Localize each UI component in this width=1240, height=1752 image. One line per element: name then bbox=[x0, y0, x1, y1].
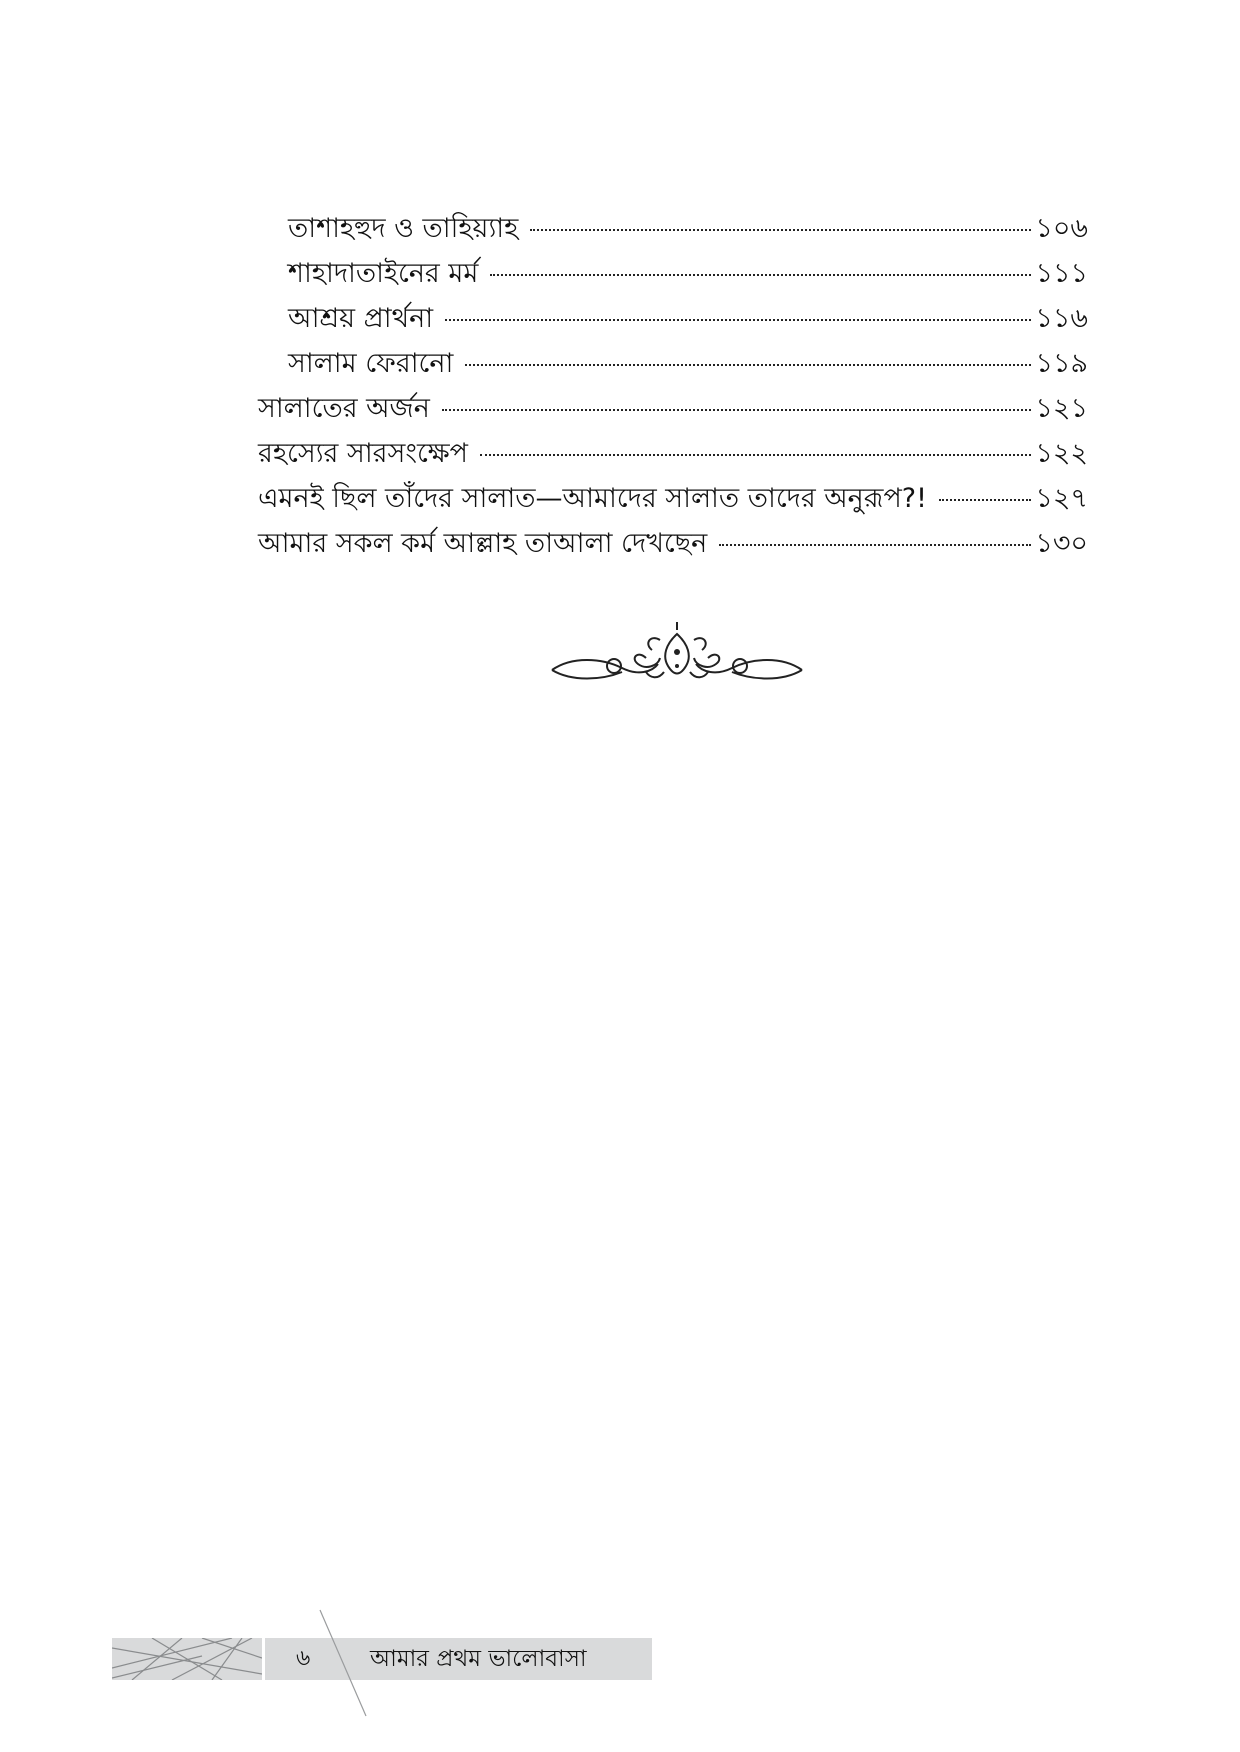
flourish-ornament-icon bbox=[542, 620, 812, 700]
toc-dot-leader bbox=[465, 364, 1031, 366]
toc-entry-title: তাশাহহুদ ও তাহিয়্যাহ bbox=[288, 213, 519, 244]
toc-dot-leader bbox=[490, 274, 1031, 276]
toc-entry[interactable] bbox=[258, 386, 1088, 431]
toc-entry-title: রহস্যের সারসংক্ষেপ bbox=[258, 438, 469, 469]
toc-entry-title: এমনই ছিল তাঁদের সালাত—আমাদের সালাত তাদের অনুরূপ?! bbox=[258, 483, 927, 514]
toc-entry-page: ১৩০ bbox=[1035, 528, 1088, 559]
running-title: আমার প্রথম ভালোবাসা bbox=[370, 1646, 587, 1672]
toc-dot-leader bbox=[939, 499, 1031, 501]
toc-entry[interactable] bbox=[258, 206, 1088, 251]
footer-slash-icon bbox=[318, 1608, 368, 1718]
toc-dot-leader bbox=[445, 319, 1031, 321]
toc-entry-page: ১১৯ bbox=[1035, 348, 1088, 379]
toc-entry-title: আশ্রয় প্রার্থনা bbox=[288, 303, 434, 334]
toc-entry-page: ১২৭ bbox=[1035, 483, 1088, 514]
toc-entry[interactable] bbox=[258, 341, 1088, 386]
page-number: ৬ bbox=[296, 1646, 311, 1671]
toc-dot-leader bbox=[530, 229, 1031, 231]
toc-entry[interactable] bbox=[258, 296, 1088, 341]
toc-dot-leader bbox=[442, 409, 1032, 411]
toc-entry-page: ১১৬ bbox=[1035, 303, 1088, 334]
toc-entry[interactable] bbox=[258, 521, 1088, 566]
toc-entry[interactable] bbox=[258, 251, 1088, 296]
toc-dot-leader bbox=[480, 454, 1031, 456]
toc-entry[interactable] bbox=[258, 476, 1088, 521]
toc-entry[interactable] bbox=[258, 431, 1088, 476]
footer-pattern-icon bbox=[112, 1638, 262, 1680]
toc-dot-leader bbox=[719, 544, 1031, 546]
toc-entry-page: ১২১ bbox=[1035, 393, 1088, 424]
toc-entry-page: ১০৬ bbox=[1035, 213, 1088, 244]
toc-entry-title: আমার সকল কর্ম আল্লাহ তাআলা দেখছেন bbox=[258, 528, 708, 559]
toc-entry-page: ১২২ bbox=[1035, 438, 1088, 469]
toc-entry-title: শাহাদাতাইনের মর্ম bbox=[288, 258, 479, 289]
toc-entry-page: ১১১ bbox=[1035, 258, 1088, 289]
toc-entry-title: সালাম ফেরানো bbox=[288, 348, 454, 379]
page-footer bbox=[112, 1638, 652, 1680]
footer-divider bbox=[262, 1638, 265, 1680]
table-of-contents bbox=[258, 206, 1088, 566]
toc-entry-title: সালাতের অর্জন bbox=[258, 393, 430, 424]
